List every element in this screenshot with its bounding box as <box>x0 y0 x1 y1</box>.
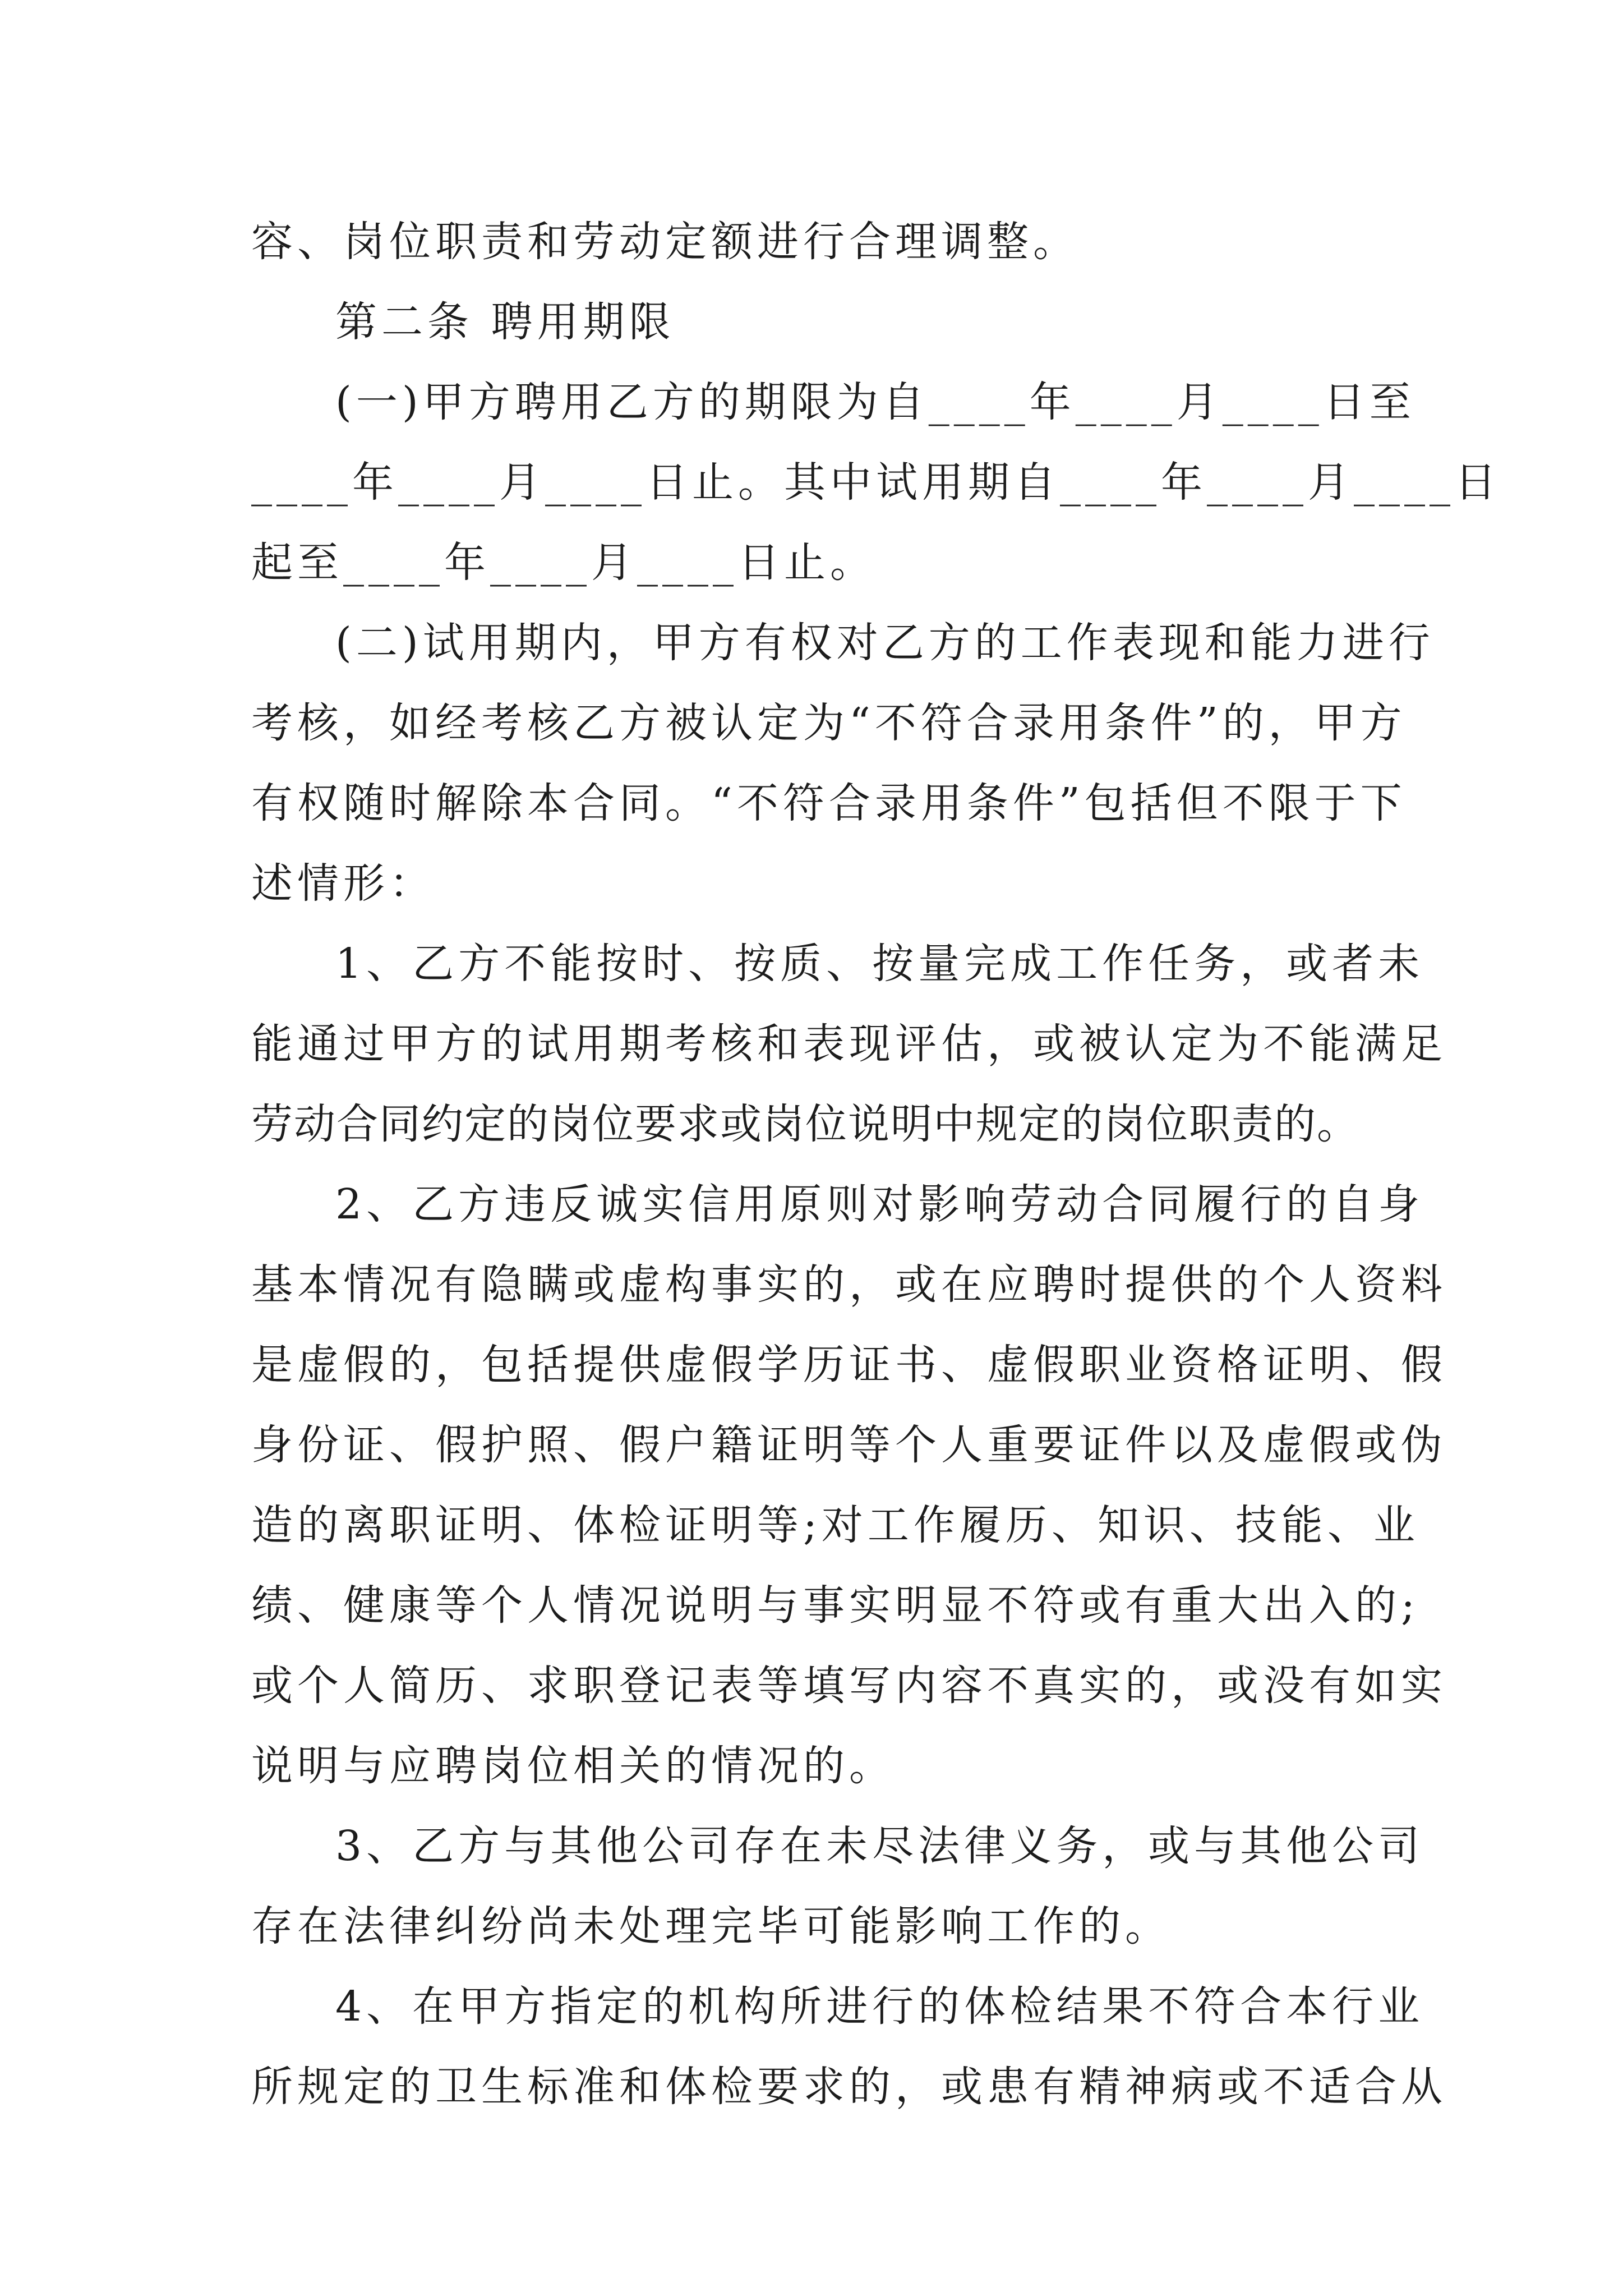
text-line: 绩、健康等个人情况说明与事实明显不符或有重大出入的; <box>251 1581 1419 1630</box>
text-line: 造的离职证明、体检证明等;对工作履历、知识、技能、业 <box>251 1501 1419 1549</box>
text-line: 基本情况有隐瞒或虚构事实的，或在应聘时提供的个人资料 <box>251 1260 1447 1309</box>
text-line: 1、乙方不能按时、按质、按量完成工作任务，或者未 <box>335 940 1424 988</box>
text-line: 是虚假的，包括提供虚假学历证书、虚假职业资格证明、假 <box>251 1341 1447 1389</box>
text-line: 有权随时解除本合同。“不符合录用条件”包括但不限于下 <box>251 779 1407 827</box>
text-line: 所规定的卫生标准和体检要求的，或患有精神病或不适合从 <box>251 2063 1447 2111</box>
text-line: 劳动合同约定的岗位要求或岗位说明中规定的岗位职责的。 <box>251 1100 1359 1148</box>
text-line: ____年____月____日止。其中试用期自____年____月____日 <box>251 458 1501 507</box>
text-line: 或个人简历、求职登记表等填写内容不真实的，或没有如实 <box>251 1662 1447 1710</box>
text-line: 3、乙方与其他公司存在未尽法律义务，或与其他公司 <box>335 1822 1424 1870</box>
text-line: 4、在甲方指定的机构所进行的体检结果不符合本行业 <box>335 1982 1424 2031</box>
text-line: 起至____年____月____日止。 <box>251 539 876 587</box>
text-line: 考核，如经考核乙方被认定为“不符合录用条件”的，甲方 <box>251 699 1407 747</box>
text-line: (二)试用期内，甲方有权对乙方的工作表现和能力进行 <box>335 619 1435 667</box>
text-line: 容、岗位职责和劳动定额进行合理调整。 <box>251 218 1079 266</box>
text-line: 存在法律纠纷尚未处理完毕可能影响工作的。 <box>251 1902 1171 1950</box>
text-line: 身份证、假护照、假户籍证明等个人重要证件以及虚假或伪 <box>251 1421 1447 1469</box>
text-line: 能通过甲方的试用期考核和表现评估，或被认定为不能满足 <box>251 1020 1447 1068</box>
text-line: 述情形： <box>251 859 435 908</box>
text-line: (一)甲方聘用乙方的期限为自____年____月____日至 <box>335 378 1415 426</box>
article-heading: 第二条 聘用期限 <box>335 298 675 346</box>
text-line: 说明与应聘岗位相关的情况的。 <box>251 1742 895 1790</box>
text-line: 2、乙方违反诚实信用原则对影响劳动合同履行的自身 <box>335 1180 1424 1228</box>
document-body <box>251 202 1501 2127</box>
